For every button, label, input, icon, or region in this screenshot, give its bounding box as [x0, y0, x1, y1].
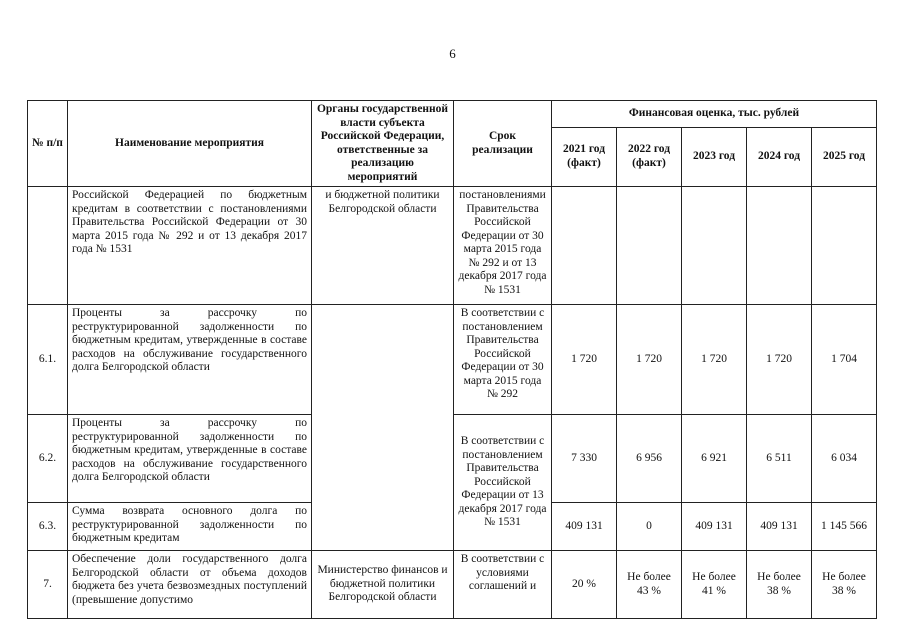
row-value-2024: Не более 38 % — [747, 551, 812, 619]
header-year-2021: 2021 год (факт) — [552, 127, 617, 186]
row-value-2024 — [747, 187, 812, 305]
page-number: 6 — [449, 46, 456, 61]
row-num: 7. — [28, 551, 68, 619]
row-value-2023: 6 921 — [682, 415, 747, 503]
header-year-2024: 2024 год — [747, 127, 812, 186]
row-value-2022 — [617, 187, 682, 305]
row-org — [312, 305, 454, 551]
financial-table — [27, 100, 877, 619]
row-term: В соответствии с постановлением Правительства Российской Федерации от 13 декабря 2017 года № 1531 — [454, 415, 552, 551]
row-value-2021: 7 330 — [552, 415, 617, 503]
row-value-2021: 20 % — [552, 551, 617, 619]
row-value-2024: 6 511 — [747, 415, 812, 503]
header-year-2025: 2025 год — [812, 127, 877, 186]
row-value-2025: 1 145 566 — [812, 503, 877, 551]
row-value-2025: 1 704 — [812, 305, 877, 415]
row-value-2023: 409 131 — [682, 503, 747, 551]
row-num: 6.3. — [28, 503, 68, 551]
header-year-2023: 2023 год — [682, 127, 747, 186]
row-num: 6.1. — [28, 305, 68, 415]
row-num — [28, 187, 68, 305]
row-value-2025 — [812, 187, 877, 305]
header-fin: Финансовая оценка, тыс. рублей — [552, 101, 877, 128]
table-row — [28, 305, 877, 415]
row-value-2021: 1 720 — [552, 305, 617, 415]
row-value-2022: Не более 43 % — [617, 551, 682, 619]
table-row — [28, 551, 877, 619]
row-value-2023: 1 720 — [682, 305, 747, 415]
row-name: Сумма возврата основного долга по реструктурированной задолженности по бюджетным кредитам — [68, 503, 312, 551]
row-term: постановлениями Правительства Российской Федерации от 30 марта 2015 года № 292 и от 13 декабря 2017 года № 1531 — [454, 187, 552, 305]
row-value-2021 — [552, 187, 617, 305]
row-value-2022: 0 — [617, 503, 682, 551]
row-value-2024: 409 131 — [747, 503, 812, 551]
row-name: Обеспечение доли государственного долга Белгородской области от объема доходов бюджета без учета безвозмездных поступлений (превышение допустимо — [68, 551, 312, 619]
row-value-2025: Не более 38 % — [812, 551, 877, 619]
header-term: Срок реализации — [454, 101, 552, 187]
row-org: и бюджетной политики Белгородской области — [312, 187, 454, 305]
row-num: 6.2. — [28, 415, 68, 503]
row-term: В соответствии с условиями соглашений и — [454, 551, 552, 619]
header-num: № п/п — [28, 101, 68, 187]
header-org: Органы государственной власти субъекта Российской Федерации, ответственные за реализацию мероприятий — [312, 101, 454, 187]
row-value-2021: 409 131 — [552, 503, 617, 551]
row-value-2023: Не более 41 % — [682, 551, 747, 619]
row-org: Министерство финансов и бюджетной политики Белгородской области — [312, 551, 454, 619]
row-value-2022: 6 956 — [617, 415, 682, 503]
row-term: В соответствии с постановлением Правительства Российской Федерации от 30 марта 2015 года № 292 — [454, 305, 552, 415]
header-year-2022: 2022 год (факт) — [617, 127, 682, 186]
row-value-2023 — [682, 187, 747, 305]
header-name: Наименование мероприятия — [68, 101, 312, 187]
row-name: Российской Федерацией по бюджетным кредитам в соответствии с постановлениями Правительства Российской Федерации от 30 марта 2015 года № 292 и от 13 декабря 2017 года № 1531 — [68, 187, 312, 305]
row-value-2022: 1 720 — [617, 305, 682, 415]
row-value-2025: 6 034 — [812, 415, 877, 503]
row-value-2024: 1 720 — [747, 305, 812, 415]
row-name: Проценты за рассрочку по реструктурированной задолженности по бюджетным кредитам, утвержденные в составе расходов на обслуживание государственного долга Белгородской области — [68, 415, 312, 503]
table-row — [28, 187, 877, 305]
row-name: Проценты за рассрочку по реструктурированной задолженности по бюджетным кредитам, утвержденные в составе расходов на обслуживание государственного долга Белгородской области — [68, 305, 312, 415]
